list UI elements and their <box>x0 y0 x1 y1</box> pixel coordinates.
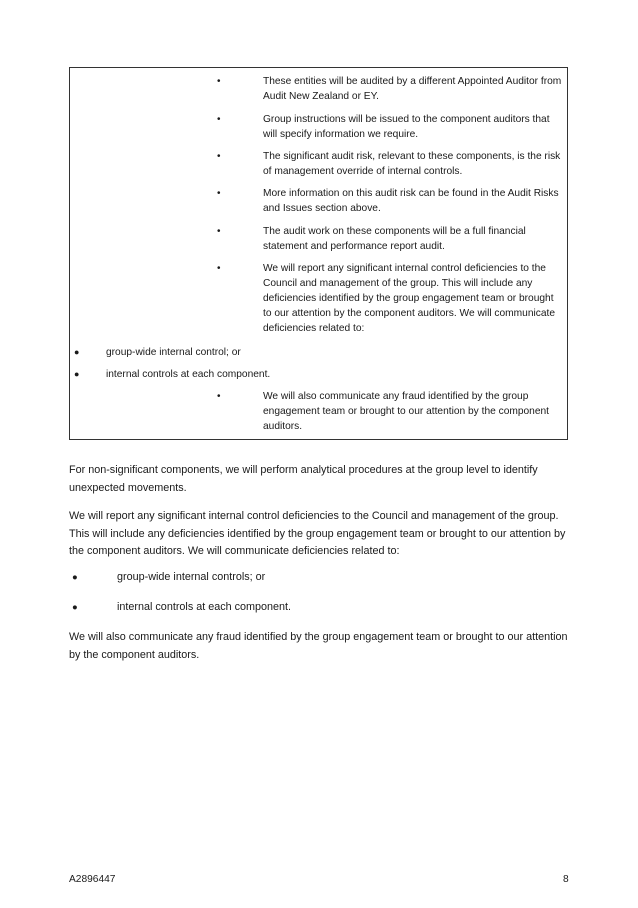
box-bullet-2: Group instructions will be issued to the component auditors that will specify information we require. <box>263 114 550 140</box>
bullet-icon: • <box>217 76 221 87</box>
bullet-icon: • <box>217 114 221 125</box>
list-item: group-wide internal controls; or <box>117 571 266 583</box>
box-sub-bullet-2: internal controls at each component. <box>106 369 271 380</box>
box-bullet-final: We will also communicate any fraud identified by the group engagement team or brought to our attention by the component auditors. <box>263 391 550 432</box>
bullet-icon: • <box>217 188 221 199</box>
box-sub-bullet-1: group-wide internal control; or <box>106 347 241 358</box>
paragraph-fraud: We will also communicate any fraud identified by the group engagement team or brought to our attention by the component auditors. <box>69 631 568 661</box>
document-reference: A2896447 <box>69 874 116 885</box>
box-bullet-3: The significant audit risk, relevant to these components, is the risk of management override of internal controls. <box>263 151 561 177</box>
bullet-icon: ● <box>74 369 80 379</box>
bullet-icon: ● <box>72 602 78 613</box>
box-bullet-1: These entities will be audited by a different Appointed Auditor from Audit New Zealand or EY. <box>263 76 562 102</box>
box-bullet-4: More information on this audit risk can be found in the Audit Risks and Issues section above. <box>263 188 559 214</box>
page-number: 8 <box>563 874 569 885</box>
bullet-icon: ● <box>74 347 80 357</box>
list-item: internal controls at each component. <box>117 601 292 613</box>
bullet-icon: ● <box>72 572 78 583</box>
paragraph-deficiencies: We will report any significant internal control deficiencies to the Council and management of the group. This will include any deficiencies identified by the group engagement team or brought to our attention by the component auditors. We will communicate deficiencies related to: <box>69 510 566 557</box>
bullet-icon: • <box>217 263 221 274</box>
box-bullet-6: We will report any significant internal control deficiencies to the Council and management of the group. This will include any deficiencies identified by the group engagement team or brought to our attention by the component auditors. We will communicate deficiencies related to: <box>263 263 556 334</box>
bullet-icon: • <box>217 391 221 402</box>
box-bullet-5: The audit work on these components will be a full financial statement and performance report audit. <box>263 226 526 252</box>
paragraph-non-significant: For non-significant components, we will perform analytical procedures at the group level to identify unexpected movements. <box>69 464 538 494</box>
bullet-icon: • <box>217 226 221 237</box>
bullet-icon: • <box>217 151 221 162</box>
